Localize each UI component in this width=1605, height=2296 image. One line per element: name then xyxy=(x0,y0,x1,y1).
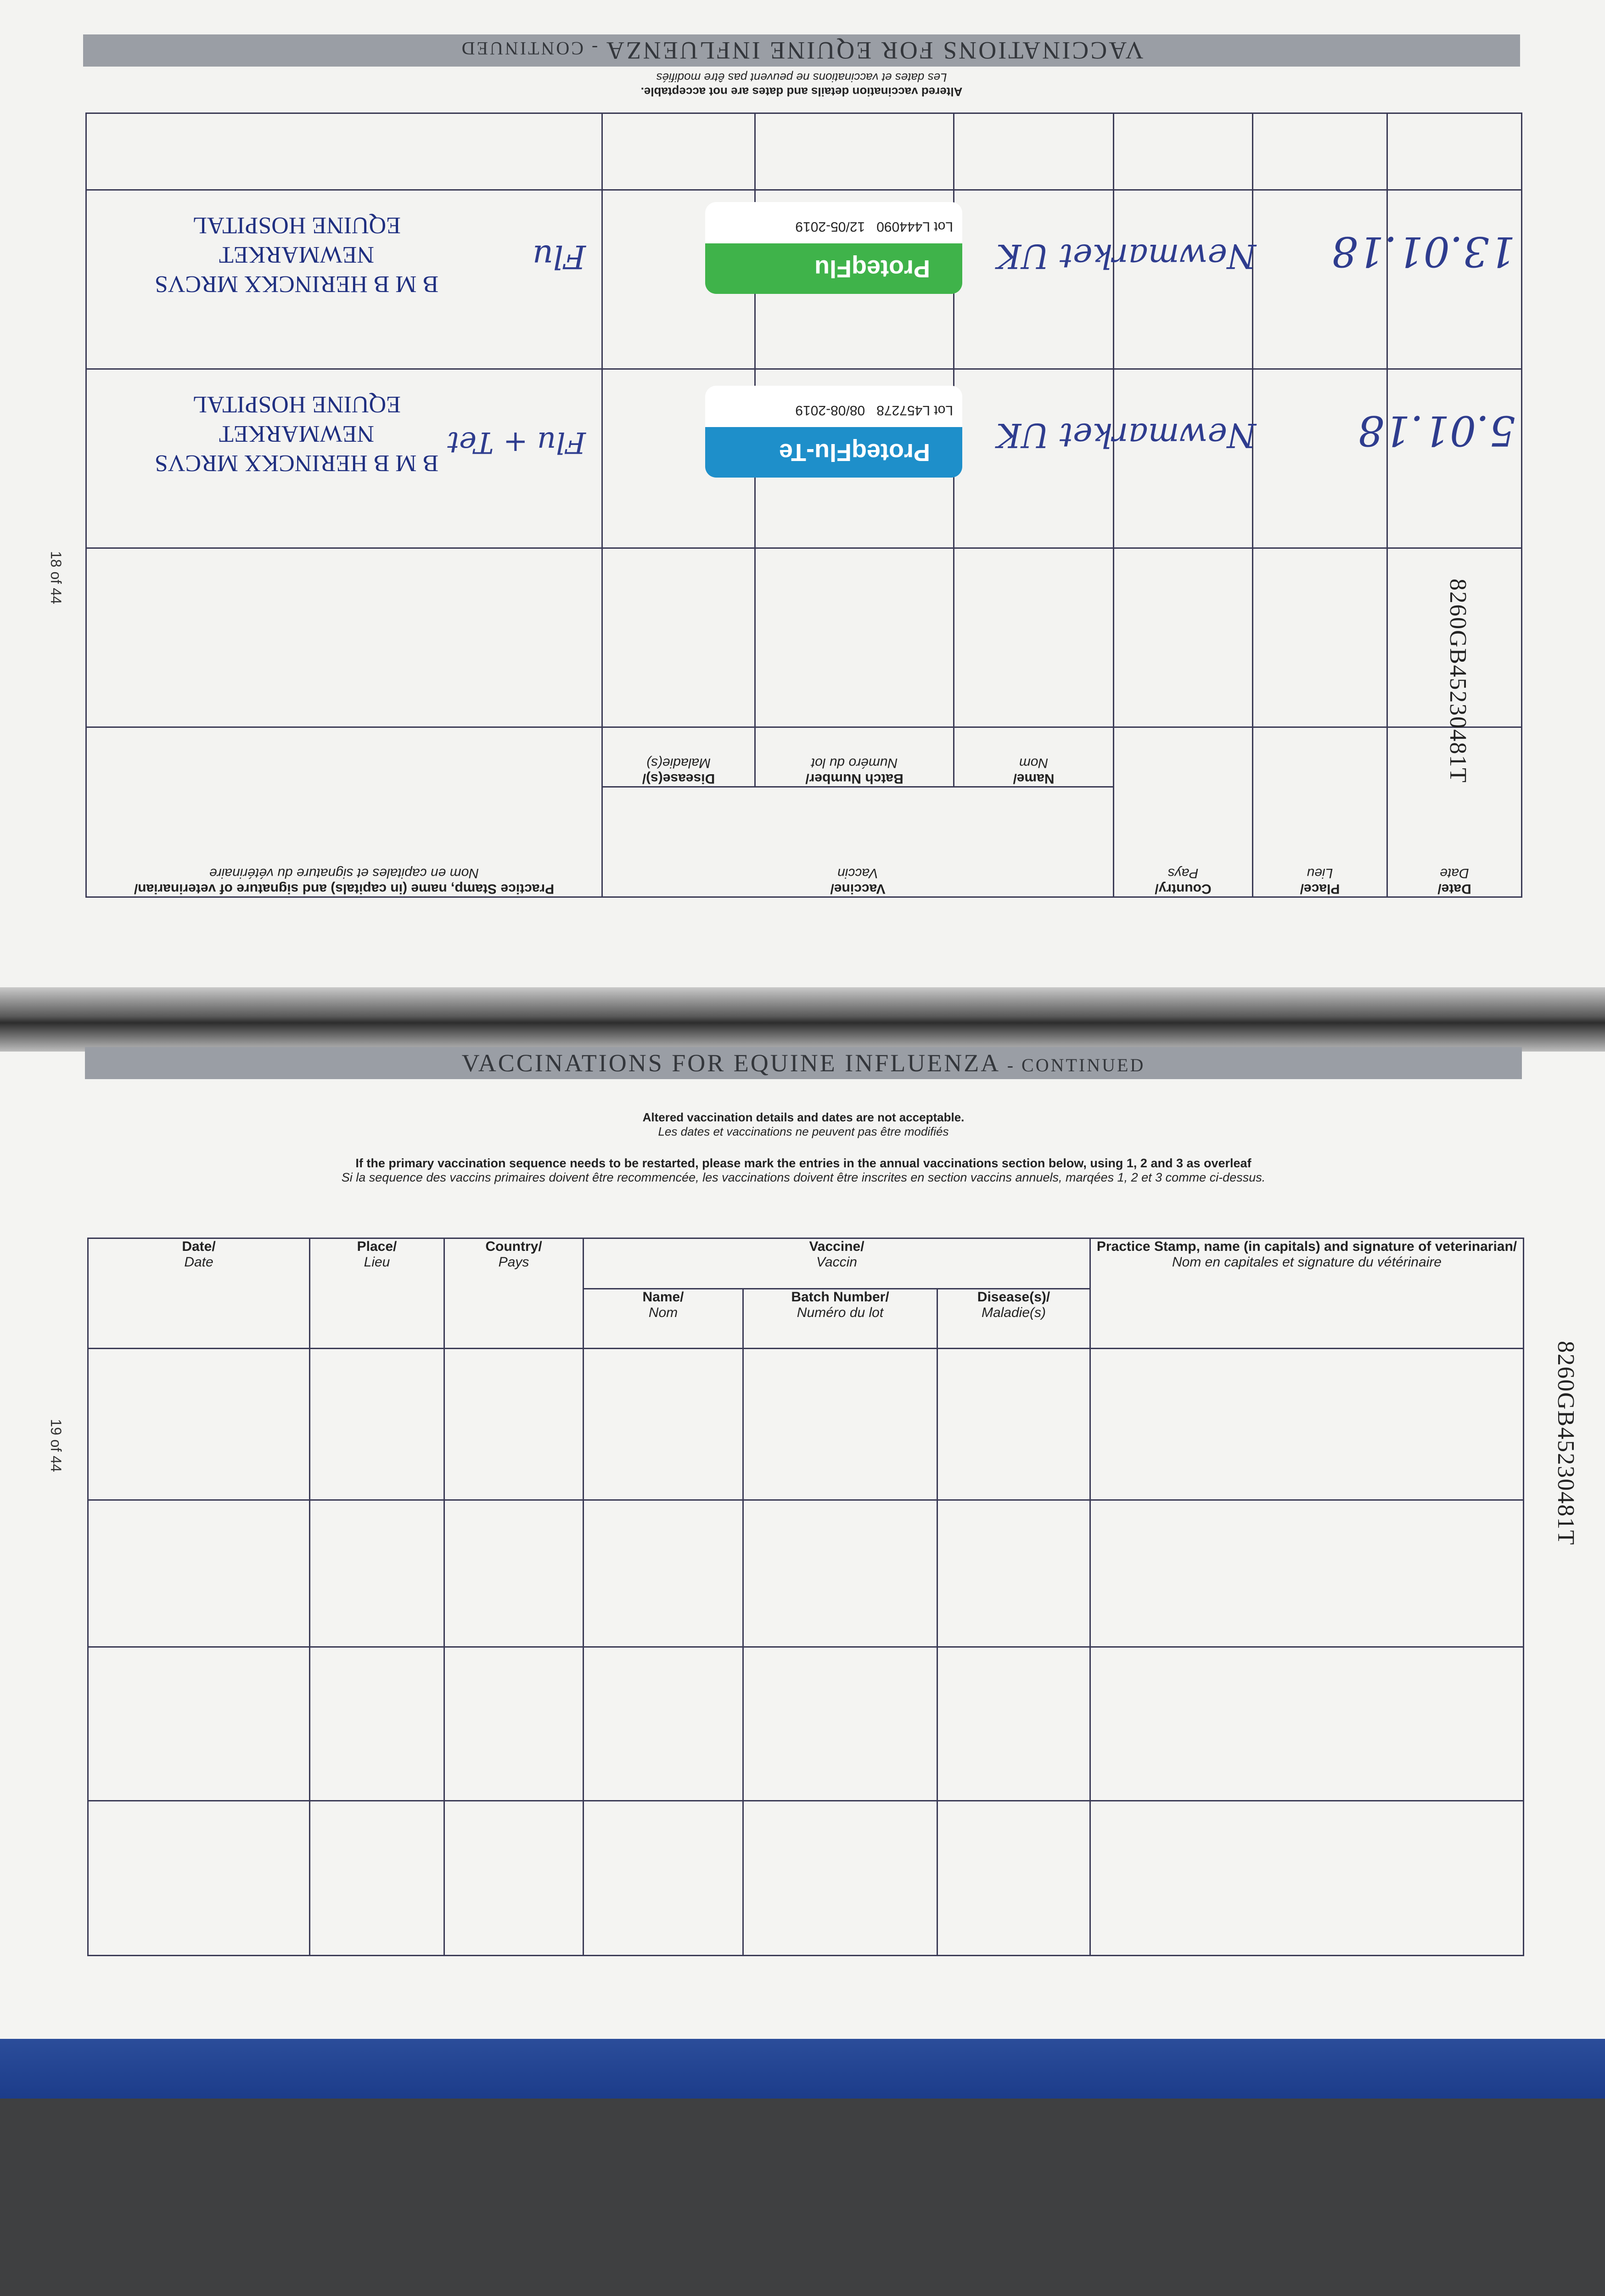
background-surface xyxy=(0,2099,1605,2296)
cell-date[interactable] xyxy=(88,1500,310,1647)
cell-stamp[interactable] xyxy=(1090,1647,1524,1801)
page-19-passport-id: 8260GB45230481T xyxy=(1553,1341,1579,1546)
entry-2-date: 5.01.18 xyxy=(1358,406,1515,455)
page-18-notice: Altered vaccination details and dates are not acceptable. Les dates et vaccinations ne peuvent pas être modifiés xyxy=(640,71,963,99)
entry-2-place: Newmarket UK xyxy=(996,416,1256,455)
page-19-vaccination-table xyxy=(87,1238,1524,1956)
cell-batch xyxy=(755,548,954,727)
page-19-restart-instruction: If the primary vaccination sequence needs to be restarted, please mark the entries in the annual vaccinations section below, using 1, 2 and 3 as overleaf Si la sequence des vaccins primaires doivent être recommencée, les vaccinations doivent être inscrites en section vaccins annuels, marqées 1, 2 et 3 comme ci-dessus. xyxy=(341,1156,1266,1184)
cell-country xyxy=(1114,369,1253,548)
col-place: Place/ Lieu xyxy=(310,1238,444,1349)
entry-1-disease: Flu xyxy=(532,238,586,276)
cell-batch[interactable] xyxy=(743,1500,937,1647)
col-country: Country/ Pays xyxy=(444,1238,584,1349)
cell-place[interactable] xyxy=(310,1647,444,1801)
col-name: Name/ Nom xyxy=(954,727,1114,787)
cell-place[interactable] xyxy=(310,1349,444,1500)
col-vaccine: Vaccine/ Vaccin xyxy=(602,787,1114,897)
cell-place xyxy=(1253,190,1387,369)
cell-stamp[interactable] xyxy=(1090,1801,1524,1956)
cell-place xyxy=(1253,369,1387,548)
col-batch: Batch Number/ Numéro du lot xyxy=(755,727,954,787)
entry-2-disease: Flu + Tet xyxy=(447,425,586,459)
cell-name[interactable] xyxy=(584,1349,743,1500)
col-batch: Batch Number/ Numéro du lot xyxy=(743,1289,937,1349)
col-disease: Disease(s)/ Maladie(s) xyxy=(937,1289,1090,1349)
cell-stamp xyxy=(86,548,602,727)
cell-stamp[interactable] xyxy=(1090,1349,1524,1500)
entry-2-vaccine-label xyxy=(705,386,962,478)
col-place: Place/ Lieu xyxy=(1253,727,1387,897)
page-18-number: 18 of 44 xyxy=(48,551,64,604)
col-disease: Disease(s)/ Maladie(s) xyxy=(602,727,755,787)
proteqflu-te-logo: ProteqFlu-Te xyxy=(705,427,962,478)
table-row xyxy=(88,1647,1524,1801)
col-country: Country/ Pays xyxy=(1114,727,1253,897)
cell-stamp[interactable] xyxy=(1090,1500,1524,1647)
cell-name[interactable] xyxy=(584,1801,743,1956)
entry-2-lot: Lot L457278 08/08-2019 xyxy=(795,403,953,418)
cell-batch xyxy=(755,113,954,190)
cell-stamp xyxy=(86,113,602,190)
entry-1-date: 13.01.18 xyxy=(1331,227,1515,276)
cell-date xyxy=(1387,190,1522,369)
cell-name xyxy=(954,369,1114,548)
entry-2-stamp: B M B HERINCKX MRCVS NEWMARKET EQUINE HOSPITAL xyxy=(154,391,439,476)
entry-1-stamp: B M B HERINCKX MRCVS NEWMARKET EQUINE HOSPITAL xyxy=(154,212,439,297)
cell-name[interactable] xyxy=(584,1500,743,1647)
cell-name xyxy=(954,548,1114,727)
table-row xyxy=(86,548,1522,727)
col-stamp: Practice Stamp, name (in capitals) and signature of veterinarian/ Nom en capitales et signature du vétérinaire xyxy=(1090,1238,1524,1349)
page-18-passport-id: 8260GB45230481T xyxy=(1445,579,1471,783)
page-18-banner: VACCINATIONS FOR EQUINE INFLUENZA - CONTINUED xyxy=(83,34,1520,67)
table-row xyxy=(88,1500,1524,1647)
entry-1-vaccine-label xyxy=(705,202,962,294)
page-19-notice: Altered vaccination details and dates are not acceptable. Les dates et vaccinations ne peuvent pas être modifiés xyxy=(642,1110,965,1138)
cell-disease xyxy=(602,548,755,727)
cell-disease xyxy=(602,113,755,190)
cell-country xyxy=(1114,190,1253,369)
cell-country[interactable] xyxy=(444,1349,584,1500)
proteqflu-logo: ProteqFlu xyxy=(705,243,962,294)
page-19-number: 19 of 44 xyxy=(48,1419,64,1472)
cell-name[interactable] xyxy=(584,1647,743,1801)
cell-country xyxy=(1114,548,1253,727)
entry-1-lot: Lot L444090 12/05-2019 xyxy=(795,219,953,234)
cell-disease[interactable] xyxy=(937,1647,1090,1801)
cell-date[interactable] xyxy=(88,1801,310,1956)
col-name: Name/ Nom xyxy=(584,1289,743,1349)
cell-date xyxy=(1387,113,1522,190)
table-row xyxy=(88,1349,1524,1500)
cell-disease[interactable] xyxy=(937,1801,1090,1956)
cell-name xyxy=(954,113,1114,190)
cell-country[interactable] xyxy=(444,1647,584,1801)
cell-country[interactable] xyxy=(444,1801,584,1956)
cell-country[interactable] xyxy=(444,1500,584,1647)
table-row xyxy=(86,113,1522,190)
cell-disease[interactable] xyxy=(937,1500,1090,1647)
col-vaccine: Vaccine/ Vaccin xyxy=(584,1238,1090,1289)
cover-edge xyxy=(0,2039,1605,2099)
cell-place[interactable] xyxy=(310,1801,444,1956)
cell-date[interactable] xyxy=(88,1349,310,1500)
cell-date xyxy=(1387,369,1522,548)
table-row xyxy=(88,1801,1524,1956)
cell-batch[interactable] xyxy=(743,1801,937,1956)
entry-1-place: Newmarket UK xyxy=(996,237,1256,276)
cell-batch[interactable] xyxy=(743,1647,937,1801)
col-date: Date/ Date xyxy=(88,1238,310,1349)
cell-place[interactable] xyxy=(310,1500,444,1647)
page-19-banner: VACCINATIONS FOR EQUINE INFLUENZA - CONTINUED xyxy=(85,1047,1522,1079)
cell-date[interactable] xyxy=(88,1647,310,1801)
col-stamp: Practice Stamp, name (in capitals) and signature of veterinarian/ Nom en capitales et signature du vétérinaire xyxy=(86,727,602,897)
book-fold xyxy=(0,987,1605,1052)
cell-batch[interactable] xyxy=(743,1349,937,1500)
cell-country xyxy=(1114,113,1253,190)
cell-place xyxy=(1253,113,1387,190)
cell-name xyxy=(954,190,1114,369)
col-date: Date/ Date xyxy=(1387,727,1522,897)
cell-disease[interactable] xyxy=(937,1349,1090,1500)
page-18-content xyxy=(0,0,1605,987)
cell-place xyxy=(1253,548,1387,727)
